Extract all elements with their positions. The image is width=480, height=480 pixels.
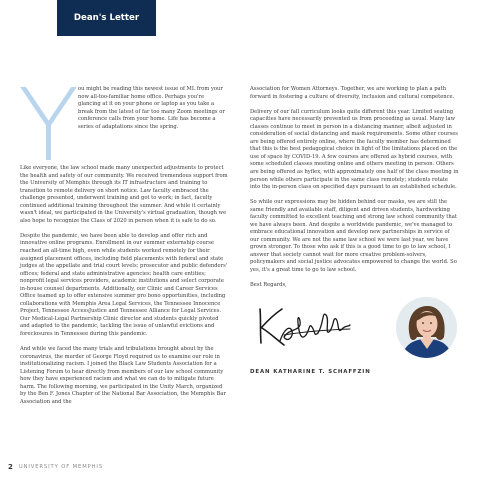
section-tab-label: Dean's Letter (73, 13, 140, 23)
drop-cap: Y (18, 67, 80, 184)
dean-portrait-photo (396, 297, 457, 358)
letter-right-column (250, 86, 459, 385)
signer-name: DEAN KATHARINE T. SCHAFFZIN (250, 369, 371, 376)
closing-salutation: Best Regards, (250, 282, 287, 289)
page-number: 2 (8, 463, 13, 471)
letter-paragraph-1-text: ou might be reading this newest issue of ML from your now all-too-familiar home office. Perhaps you're glancing at it on your phone or laptop as you take a break from the latest of far too many Zoom meetings or conference calls from your home. Life has become a series of adaptations since the spring. (78, 86, 225, 130)
letter-paragraph-4: And while we faced the many trials and tribulations brought about by the coronavirus, the murder of George Floyd required us to examine our role in institutionalizing racism. I joined the Black Law Students Association for a Listening Forum to hear directly from members of our law school community how they have experienced racism and what we can do to mitigate future harm. The following morning, we participated in the Unity March, organized by the Ben F. Jones Chapter of the National Bar Association, the Memphis Bar Association and the (20, 346, 226, 405)
letter-paragraph-7: So while our expressions may be hidden behind our masks, we are still the same friendly and available staff, diligent and driven students, hardworking faculty committed to excellent teaching and strong law school community that we have always been. And despite a worldwide pandemic, we've managed to embrace educational innovation and develop new partnerships in service of our community. We are not the same law school we were last year, we have grown stronger. To those who ask if this is a good time to go to law school, I answer that society cannot wait for more creative problem-solvers, policymakers and social justice advocates empowered to change the world. So yes, it's a great time to go to law school. (250, 199, 457, 274)
letter-paragraph-1 (18, 67, 228, 184)
page-footer (8, 463, 103, 471)
signature-block (250, 297, 459, 385)
letter-paragraph-5: Association for Women Attorneys. Together, we are working to plan a path forward in fostering a culture of diversity, inclusion and cultural competence. (250, 86, 455, 100)
publication-name: UNIVERSITY OF MEMPHIS (18, 464, 104, 470)
handwritten-signature (254, 301, 354, 351)
letter-paragraph-6: Delivery of our fall curriculum looks quite different this year. Limited seating capacities have necessarily prevented us from proceeding as usual. Many law classes continue to meet in person in a distancing manner, albeit adjusted in consideration of social distancing and mask requirements. Some other courses are being offered entirely online, where the faculty member has determined that this is the best pedagogical choice in light of the limitations placed on the use of space by COVID-19. A few courses are offered as hybrid courses, with some scheduled classes meeting online and others meeting in person. Others are being offered as hyflex, with approximately one half of the class meeting in person while others participate in the same class remotely; students rotate into the in-person class on specified days pursuant to an established schedule. (250, 108, 459, 191)
section-tab (57, 0, 156, 36)
letter-paragraph-2: Like everyone, the law school made many unexpected adjustments to protect the health and safety of our community. We received tremendous support from the University of Memphis through its IT infrastructure and training to transition to remote delivery on short notice. Law faculty embraced the challenge presented, underwent training and got to work; in fact, faculty continued additional training throughout the summer. And while it certainly wasn't ideal, we participated in the University's virtual graduation, though we also hope to recognize the Class of 2020 in person when it is safe to do so. (20, 165, 228, 224)
letter-left-column (18, 67, 228, 414)
letter-paragraph-3: Despite the pandemic, we have been able to develop and offer rich and innovative online programs. Enrollment in our summer externship course reached an all-time high, even while students worked remotely for their assigned placement offices, including field placements with federal and state judges at the appellate and trial court levels; prosecutor and public defenders' offices; federal and state administrative agencies; health care entities; nonprofit legal services providers, academic institutions and select corporate in-house counsel departments. Additionally, our Clinic and Career Services Office teamed up to offer extensive summer pro bono opportunities, including collaborations with Memphis Area Legal Services, the Tennessee Innocence Project, Tennessee AccessJustice and Tennessee Alliance for Legal Services. Our Medical-Legal Partnership Clinic director and students quickly pivoted and adapted to the pandemic, tackling the issue of unlawful evictions and foreclosures in Tennessee during this pandemic. (20, 232, 228, 337)
